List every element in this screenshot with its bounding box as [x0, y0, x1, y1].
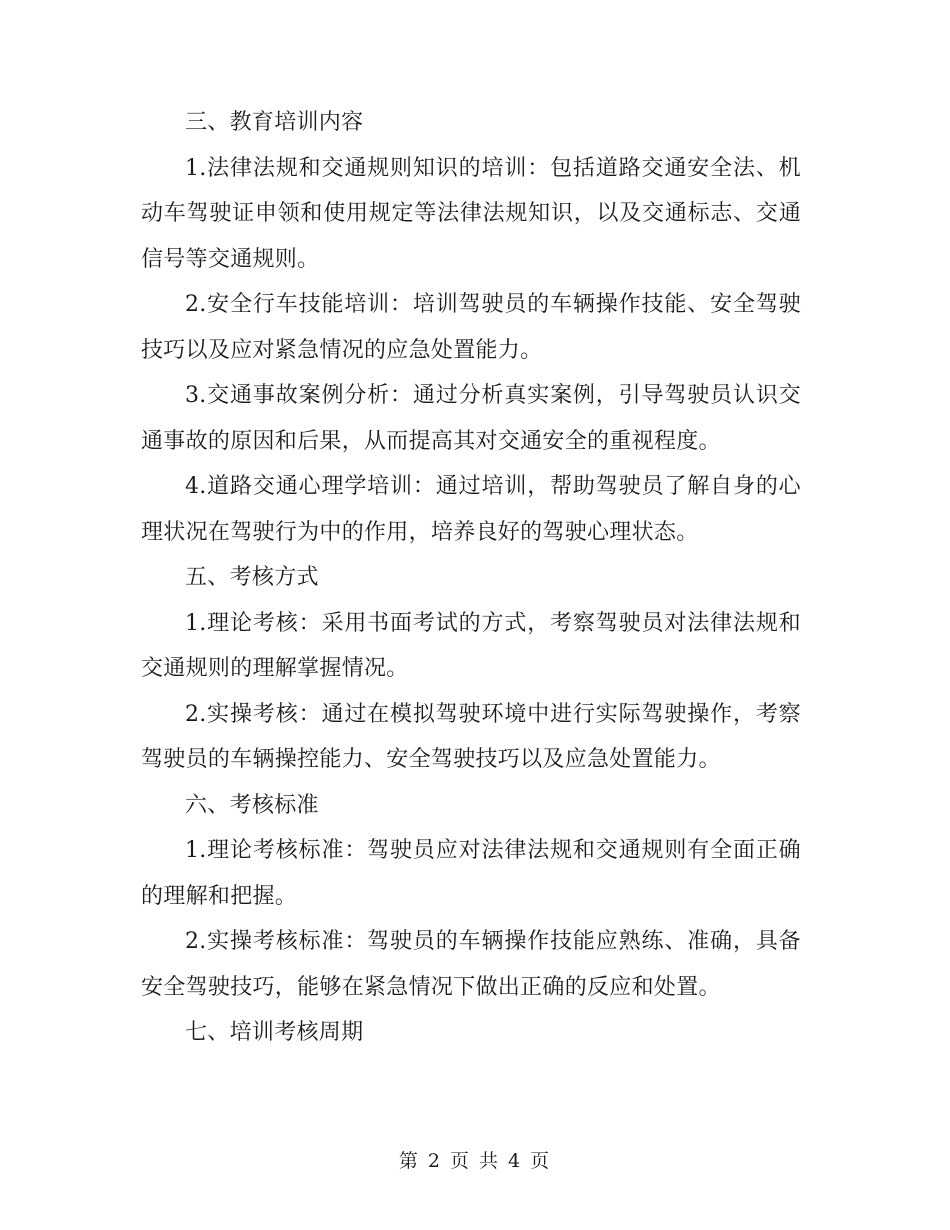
section-heading-education-content: 三、教育培训内容: [185, 110, 364, 135]
paragraph-theory-assessment: 1.理论考核：采用书面考试的方式，考察驾驶员对法律法规和交通规则的理解掌握情况。: [141, 610, 801, 681]
section-heading-assessment-standard: 六、考核标准: [185, 792, 319, 818]
paragraph-practical-standard: 2.实操考核标准：驾驶员的车辆操作技能应熟练、准确，具备安全驾驶技巧，能够在紧急情况下做出正确的反应和处置。: [141, 929, 801, 1000]
paragraph-practical-assessment: 2.实操考核：通过在模拟驾驶环境中进行实际驾驶操作，考察驾驶员的车辆操控能力、安全驾驶技巧以及应急处置能力。: [141, 701, 801, 772]
section-heading-assessment-method: 五、考核方式: [185, 565, 319, 590]
paragraph-theory-standard: 1.理论考核标准：驾驶员应对法律法规和交通规则有全面正确的理解和把握。: [141, 838, 801, 909]
paragraph-accident-case-analysis: 3.交通事故案例分析：通过分析真实案例，引导驾驶员认识交通事故的原因和后果，从而提高其对交通安全的重视程度。: [141, 383, 801, 454]
paragraph-traffic-psychology: 4.道路交通心理学培训：通过培训，帮助驾驶员了解自身的心理状况在驾驶行为中的作用，培养良好的驾驶心理状态。: [141, 474, 801, 545]
section-heading-training-cycle: 七、培训考核周期: [185, 1020, 364, 1045]
paragraph-legal-training: 1.法律法规和交通规则知识的培训：包括道路交通安全法、机动车驾驶证申领和使用规定等法律法规知识，以及交通标志、交通信号等交通规则。: [141, 155, 801, 272]
paragraph-safe-driving-training: 2.安全行车技能培训：培训驾驶员的车辆操作技能、安全驾驶技巧以及应对紧急情况的应急处置能力。: [141, 292, 801, 363]
page-number-footer: 第 2 页 共 4 页: [398, 1150, 552, 1172]
document-body: [141, 100, 801, 1056]
